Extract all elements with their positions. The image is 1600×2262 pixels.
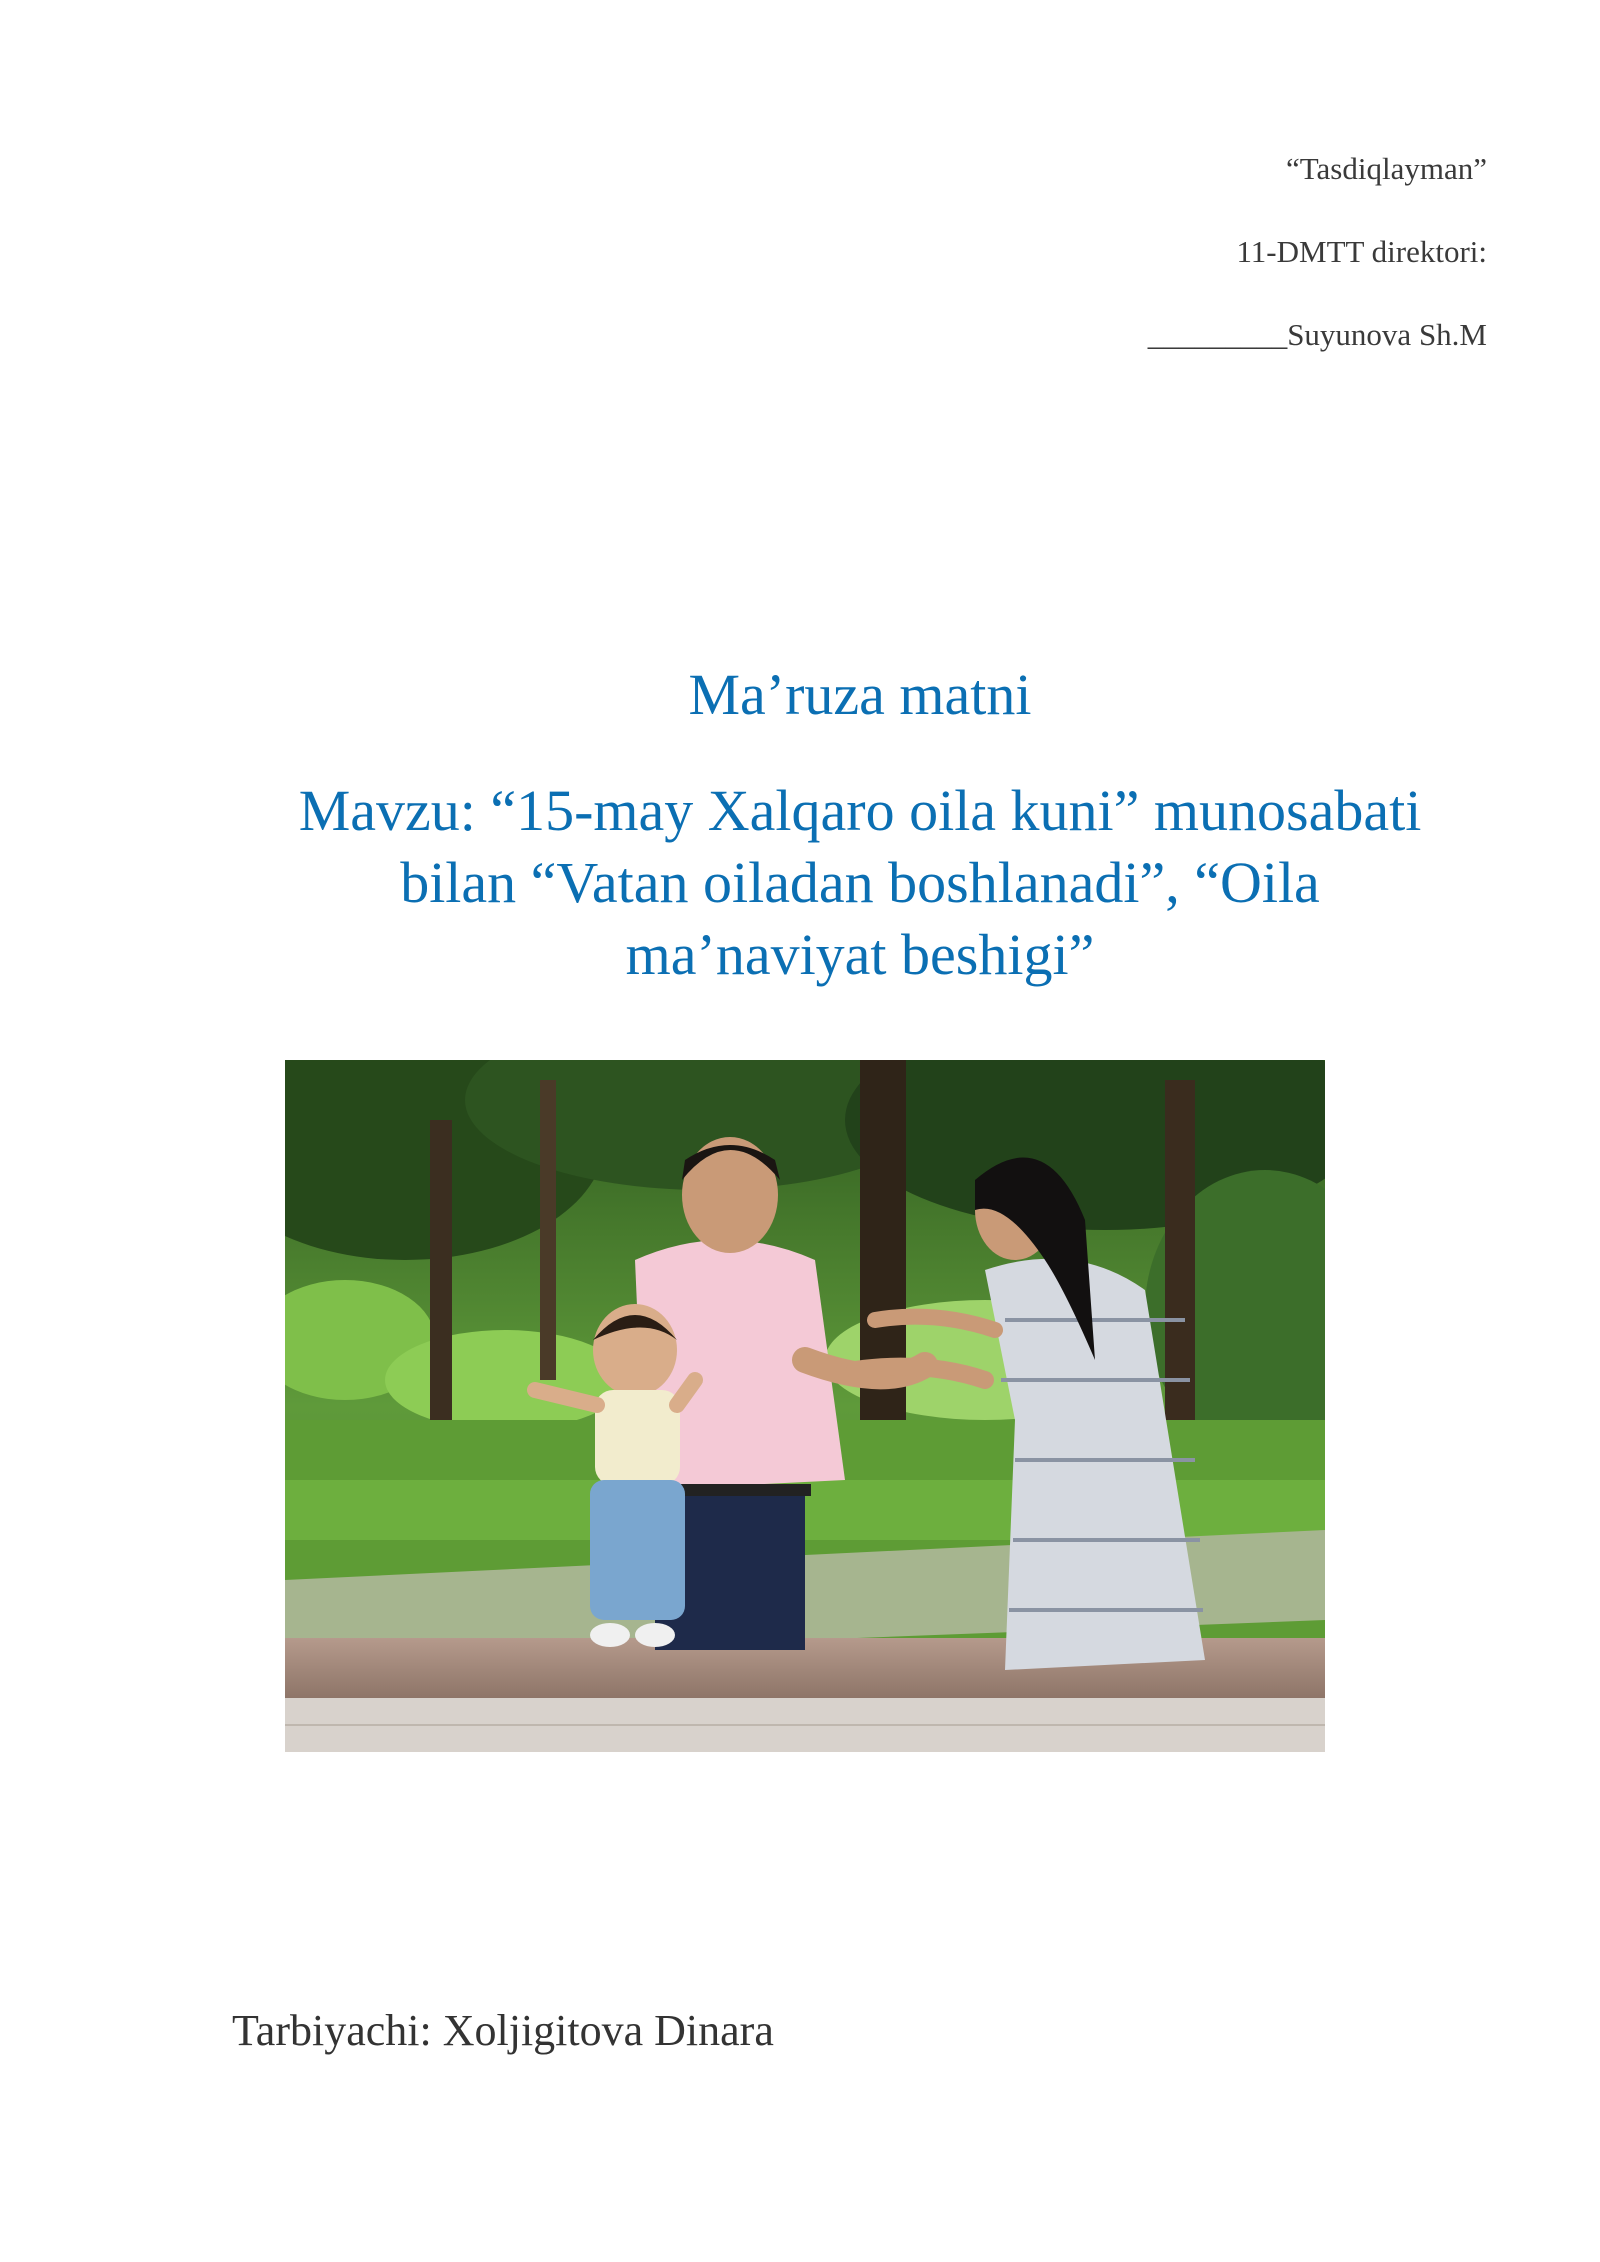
approval-position: 11-DMTT direktori: xyxy=(1236,234,1487,269)
approval-signature: _________Suyunova Sh.M xyxy=(1147,317,1487,352)
topic-line-1: Mavzu: “15-may Xalqaro oila kuni” munosabati xyxy=(298,778,1422,843)
approval-title: “Tasdiqlayman” xyxy=(1286,151,1487,186)
topic-line-3: ma’naviyat beshigi” xyxy=(625,922,1095,987)
approval-block xyxy=(1148,150,1487,353)
topic-title xyxy=(230,775,1490,991)
teacher-name: Tarbiyachi: Xoljigitova Dinara xyxy=(232,2006,774,2055)
page-title: Ma’ruza matni xyxy=(688,662,1032,727)
family-photo xyxy=(285,1060,1325,1752)
family-photo-illustration xyxy=(285,1060,1325,1752)
topic-line-2: bilan “Vatan oiladan boshlanadi”, “Oila xyxy=(400,850,1320,915)
